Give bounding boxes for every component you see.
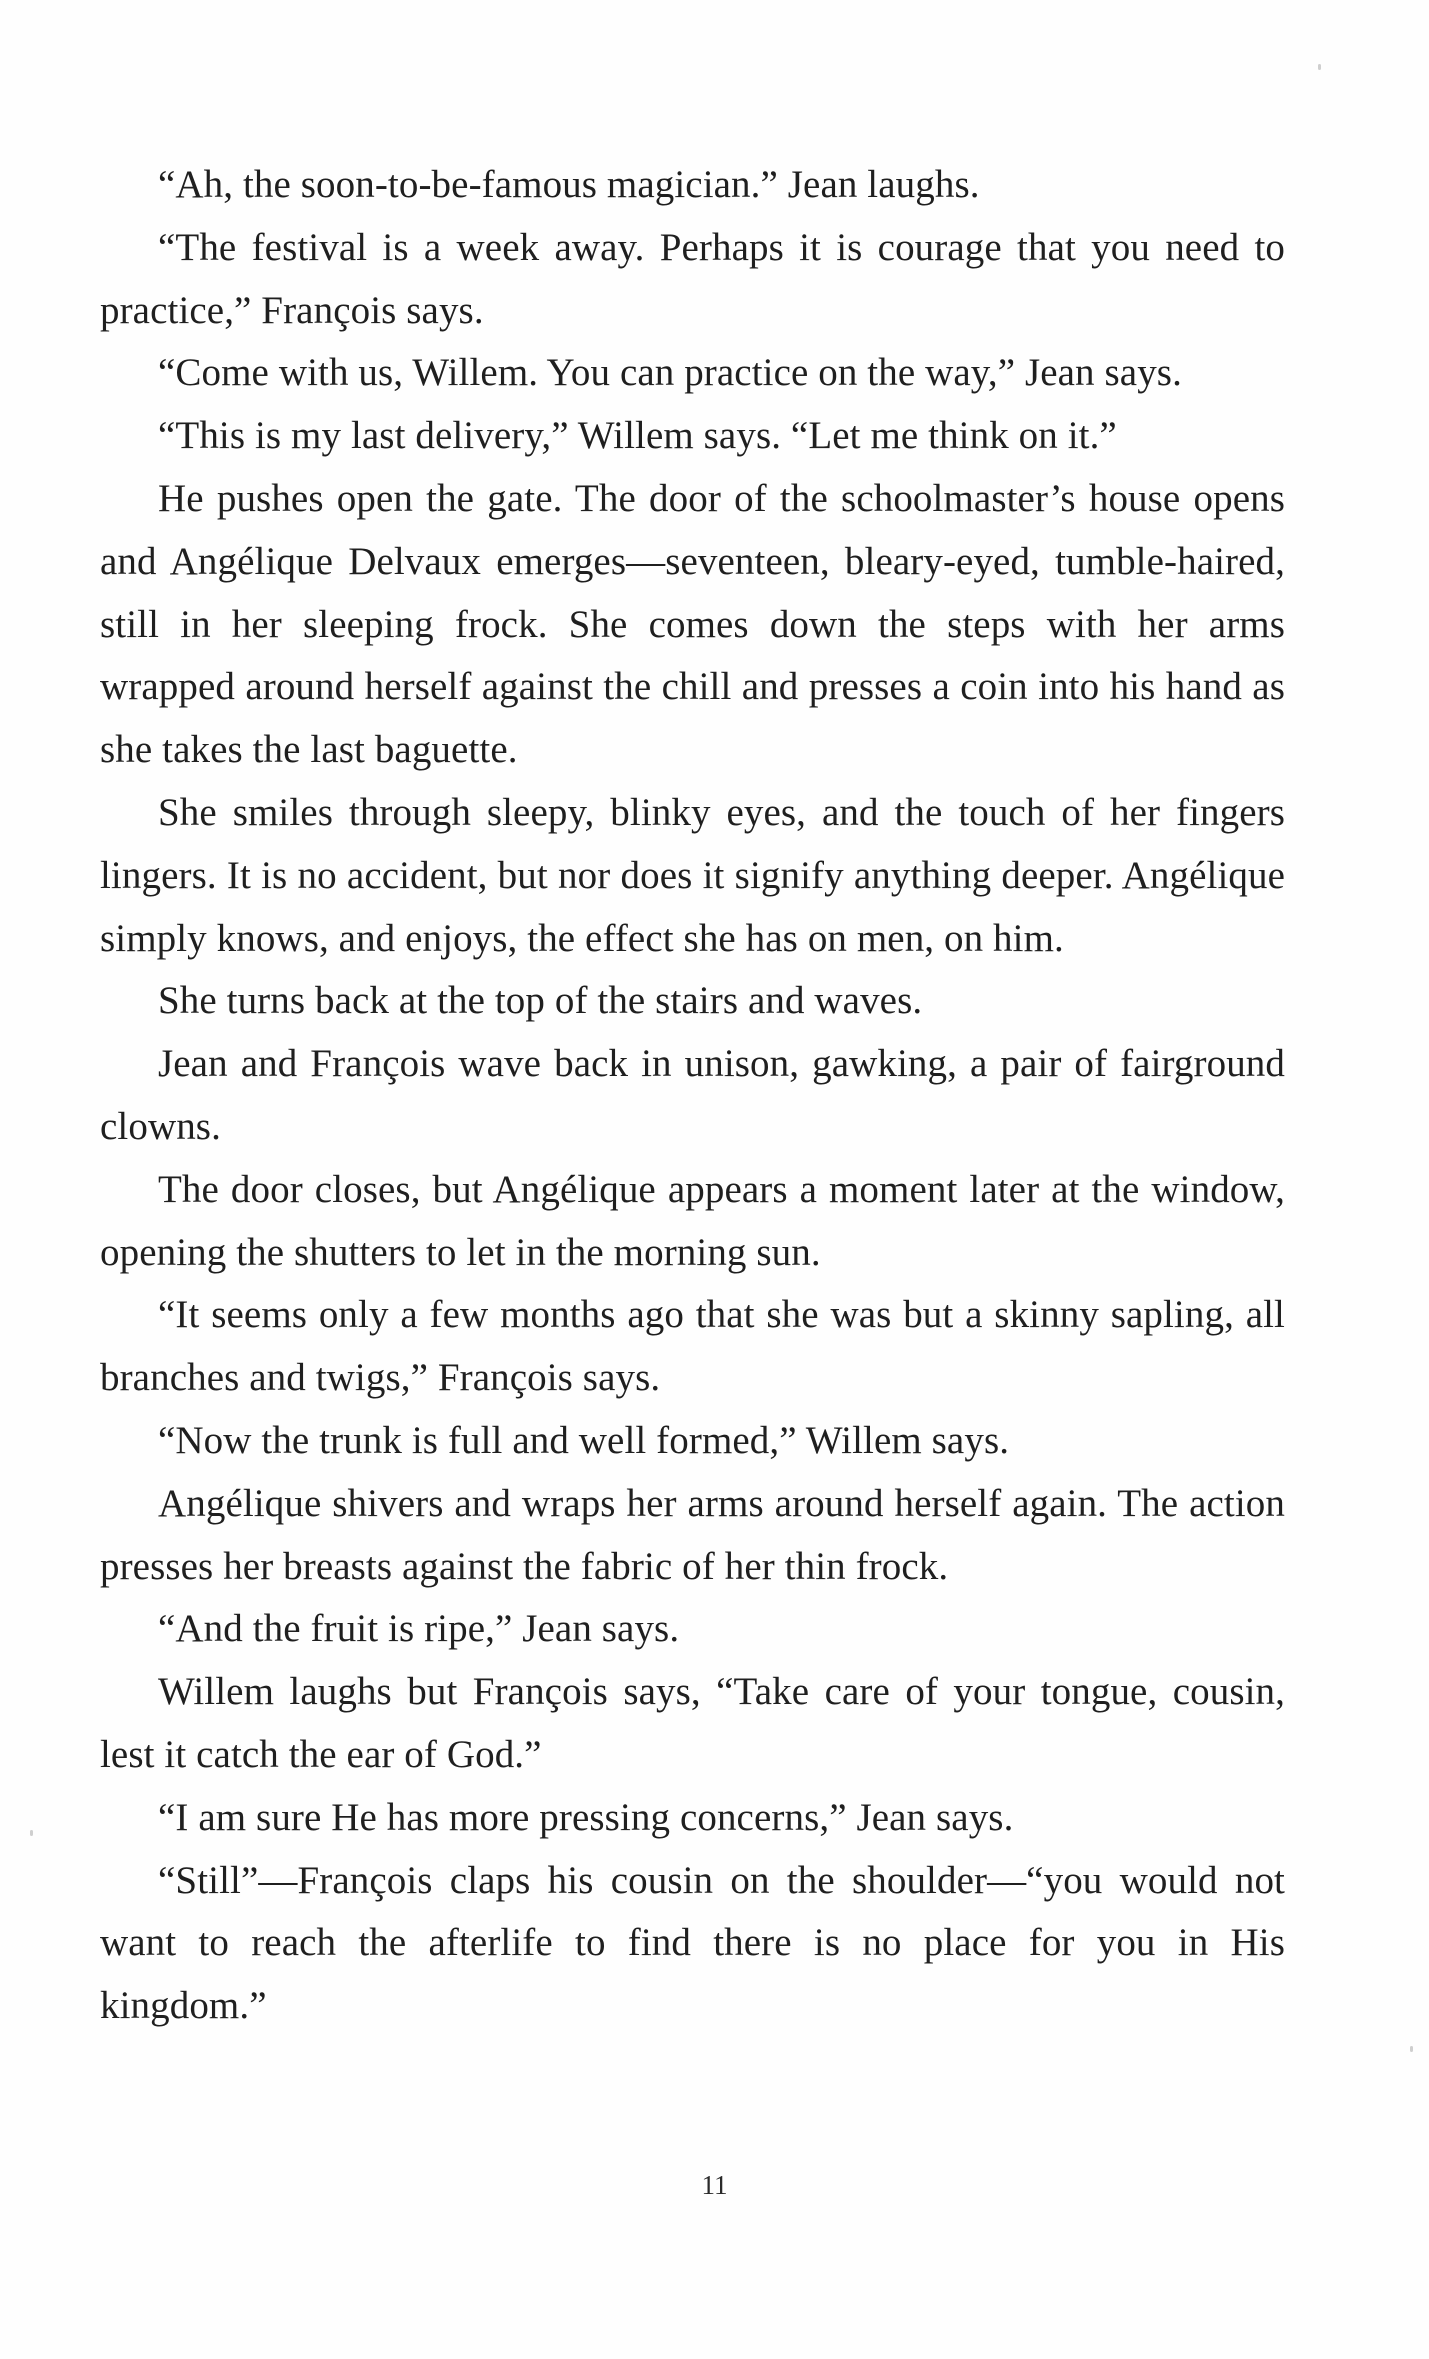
paragraph: “And the fruit is ripe,” Jean says.	[158, 1607, 680, 1651]
paragraph: “This is my last delivery,” Willem says. “Let me think on it.”	[158, 414, 1117, 458]
paper-speck	[30, 1830, 33, 1836]
paragraph: Angélique shivers and wraps her arms around herself again. The action presses her breasts against the fabric of her thin frock.	[100, 1481, 1285, 1588]
paragraph: The door closes, but Angélique appears a moment later at the window, opening the shutters to let in the morning sun.	[100, 1167, 1285, 1274]
paragraph: “Come with us, Willem. You can practice on the way,” Jean says.	[158, 351, 1182, 395]
body-text	[100, 154, 1285, 2038]
paragraph: She turns back at the top of the stairs and waves.	[158, 979, 923, 1023]
paragraph: “I am sure He has more pressing concerns,” Jean says.	[158, 1795, 1014, 1839]
paragraph: “Ah, the soon-to-be-famous magician.” Jean laughs.	[158, 163, 980, 206]
paper-speck	[1410, 2046, 1413, 2052]
page-number: 11	[701, 2170, 728, 2200]
paragraph: She smiles through sleepy, blinky eyes, and the touch of her fingers lingers. It is no accident, but nor does it signify anything deeper. Angélique simply knows, and enjoys, the effect she has on men, on him.	[100, 790, 1285, 960]
paragraph: He pushes open the gate. The door of the schoolmaster’s house opens and Angélique Delvaux emerges—seventeen, bleary-eyed, tumble-haired, still in her sleeping frock. She comes down the steps with her arms wrapped around herself against the chill and presses a coin into his hand as she takes the last baguette.	[100, 476, 1285, 772]
paragraph: “The festival is a week away. Perhaps it is courage that you need to practice,” François says.	[100, 225, 1285, 332]
paragraph: “It seems only a few months ago that she was but a skinny sapling, all branches and twigs,” François says.	[100, 1293, 1285, 1400]
paragraph: “Now the trunk is full and well formed,” Willem says.	[158, 1418, 1010, 1462]
paper-speck	[1318, 64, 1321, 70]
paragraph: Willem laughs but François says, “Take care of your tongue, cousin, lest it catch the ear of God.”	[100, 1670, 1285, 1776]
paragraph: “Still”—François claps his cousin on the shoulder—“you would not want to reach the afterlife to find there is no place for you in His kingdom.”	[100, 1858, 1285, 2028]
paragraph: Jean and François wave back in unison, gawking, a pair of fairground clowns.	[100, 1042, 1285, 1148]
